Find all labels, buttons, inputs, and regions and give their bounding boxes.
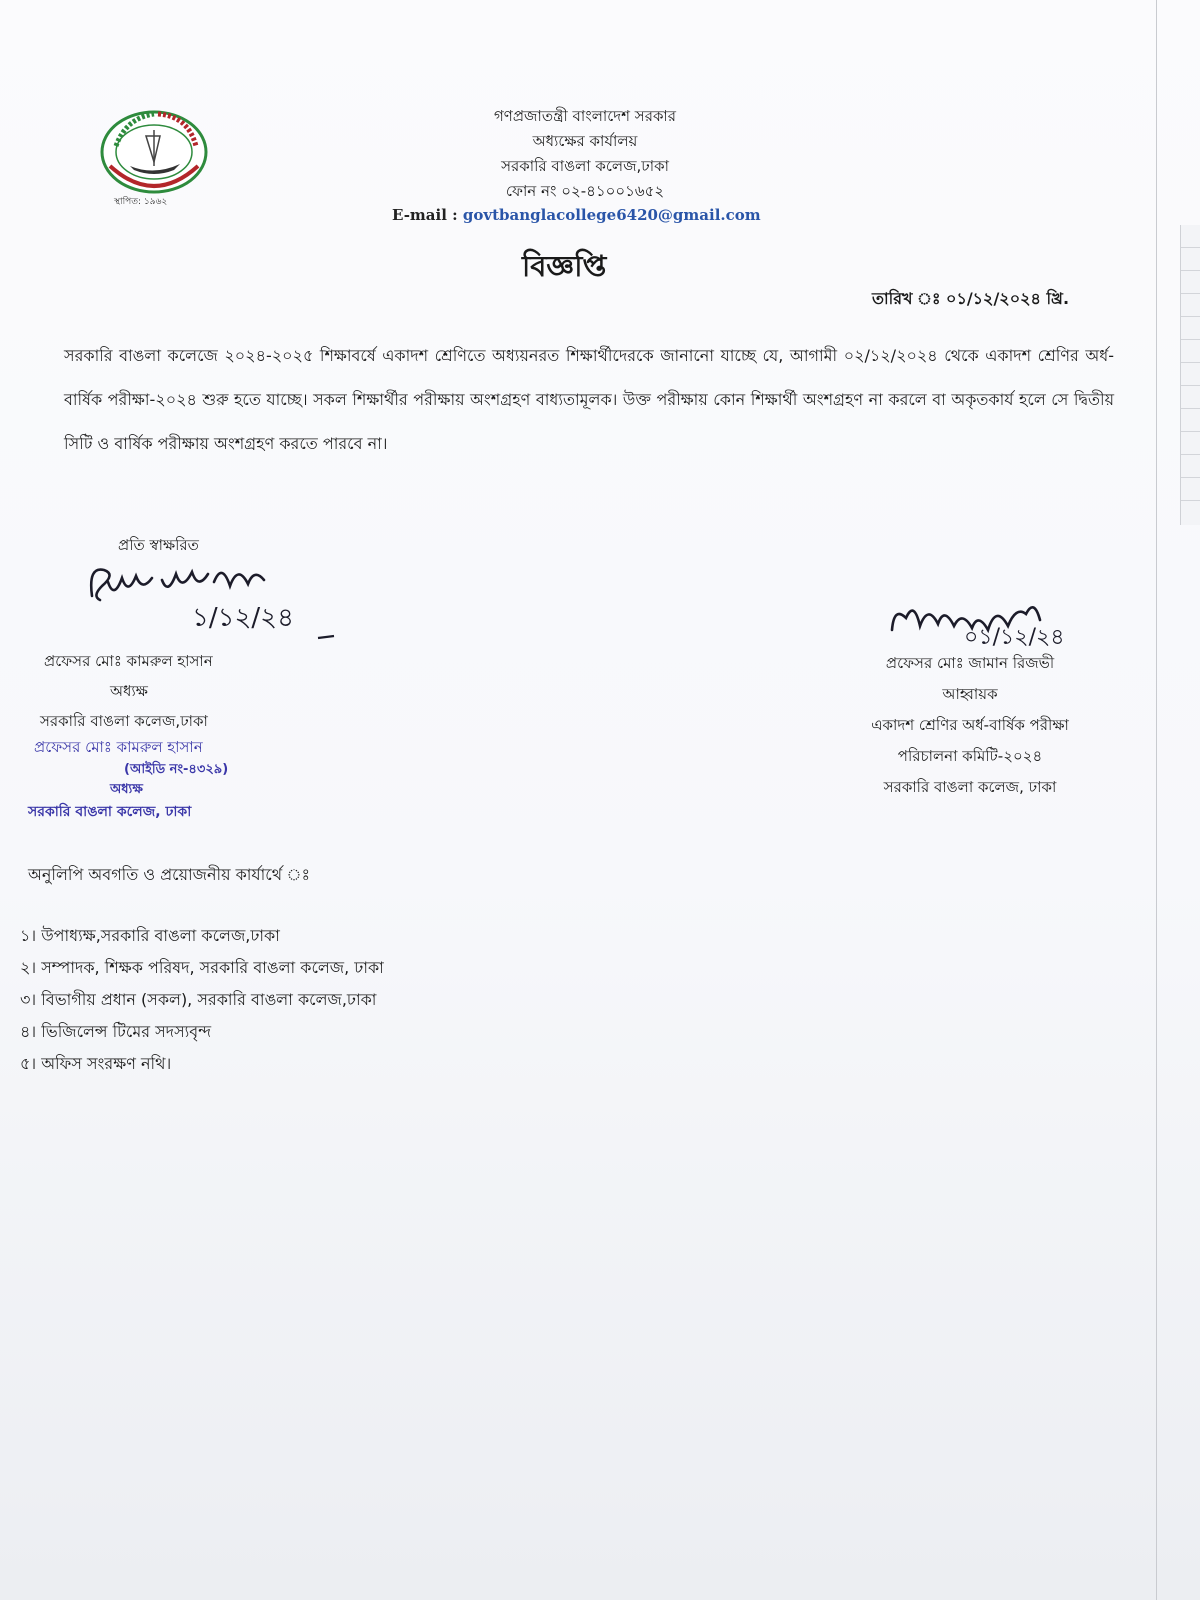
left-handwritten-date: ১/১২/২৪ [192, 603, 294, 633]
college-seal-logo-icon [96, 106, 212, 202]
notice-title: বিজ্ঞপ্তি [522, 249, 607, 283]
letterhead [380, 104, 790, 204]
seal-name: প্রফেসর মোঃ কামরুল হাসান [34, 738, 203, 756]
committee-line-2: পরিচালনা কমিটি-২০২৪ [897, 747, 1043, 765]
right-handwritten-signature-icon [884, 596, 1108, 656]
left-signer-name: প্রফেসর মোঃ কামরুল হাসান [44, 652, 213, 670]
underlying-sheet [1180, 225, 1200, 525]
notice-body: সরকারি বাঙলা কলেজে ২০২৪-২০২৫ শিক্ষাবর্ষে একাদশ শ্রেণিতে অধ্যয়নরত শিক্ষার্থীদেরকে জানানো যাচ্ছে যে, আগামী ০২/১২/২০২৪ থেকে একাদশ শ্রেণির অর্ধ-বার্ষিক পরীক্ষা-২০২৪ শুরু হতে যাচ্ছে। সকল শিক্ষার্থীর পরীক্ষায় অংশগ্রহণ বাধ্যতামূলক। উক্ত পরীক্ষায় কোন শিক্ষার্থী অংশগ্রহণ না করলে বা অকৃতকার্য হলে সে দ্বিতীয় সিটি ও বার্ষিক পরীক্ষায় অংশগ্রহণ করতে পারবে না। [64, 346, 1114, 453]
left-handwritten-signature-icon [82, 556, 372, 654]
header-line-phone: ফোন নং ০২-৪১০০১৬৫২ [505, 182, 665, 200]
seal-designation: অধ্যক্ষ [110, 782, 143, 797]
header-line-government: গণপ্রজাতন্ত্রী বাংলাদেশ সরকার [493, 107, 677, 125]
list-item: ৪। ভিজিলেন্স টিমের সদস্যবৃন্দ [20, 1022, 212, 1041]
logo-established-year: স্থাপিত: ১৯৬২ [114, 197, 168, 207]
left-signer-institution: সরকারি বাঙলা কলেজ,ঢাকা [40, 712, 208, 730]
right-signature-block [830, 648, 1110, 803]
list-item: ১। উপাধ্যক্ষ,সরকারি বাঙলা কলেজ,ঢাকা [20, 926, 280, 945]
notice-date: তারিখ ঃ ০১/১২/২০২৪ খ্রি. [872, 289, 1070, 308]
copy-distribution-list [20, 920, 384, 1080]
email-address: govtbanglacollege6420@gmail.com [462, 206, 761, 224]
left-signer-designation: অধ্যক্ষ [110, 682, 148, 700]
right-signer-name: প্রফেসর মোঃ জামান রিজভী [885, 654, 1055, 672]
header-line-office: অধ্যক্ষের কার্যালয় [532, 132, 638, 150]
right-handwritten-date: ০১/১২/২৪ [964, 625, 1065, 650]
email-row [392, 206, 761, 224]
seal-id: (আইডি নং-৪৩২৯) [124, 762, 229, 777]
countersigned-caption: প্রতি স্বাক্ষরিত [118, 536, 199, 554]
right-signer-designation: আহ্বায়ক [942, 685, 998, 703]
email-label: E-mail : [392, 206, 458, 224]
header-line-college: সরকারি বাঙলা কলেজ,ঢাকা [501, 157, 669, 175]
committee-line-1: একাদশ শ্রেণির অর্ধ-বার্ষিক পরীক্ষা [871, 716, 1069, 734]
list-item: ৫। অফিস সংরক্ষণ নথি। [20, 1054, 172, 1073]
right-signer-institution: সরকারি বাঙলা কলেজ, ঢাকা [883, 778, 1057, 796]
list-item: ২। সম্পাদক, শিক্ষক পরিষদ, সরকারি বাঙলা কলেজ, ঢাকা [20, 958, 384, 977]
seal-institution: সরকারি বাঙলা কলেজ, ঢাকা [28, 804, 192, 820]
copy-distribution-heading: অনুলিপি অবগতি ও প্রয়োজনীয় কার্যার্থে ঃ [28, 865, 311, 884]
list-item: ৩। বিভাগীয় প্রধান (সকল), সরকারি বাঙলা কলেজ,ঢাকা [20, 990, 377, 1009]
page-edge [1156, 0, 1157, 1600]
